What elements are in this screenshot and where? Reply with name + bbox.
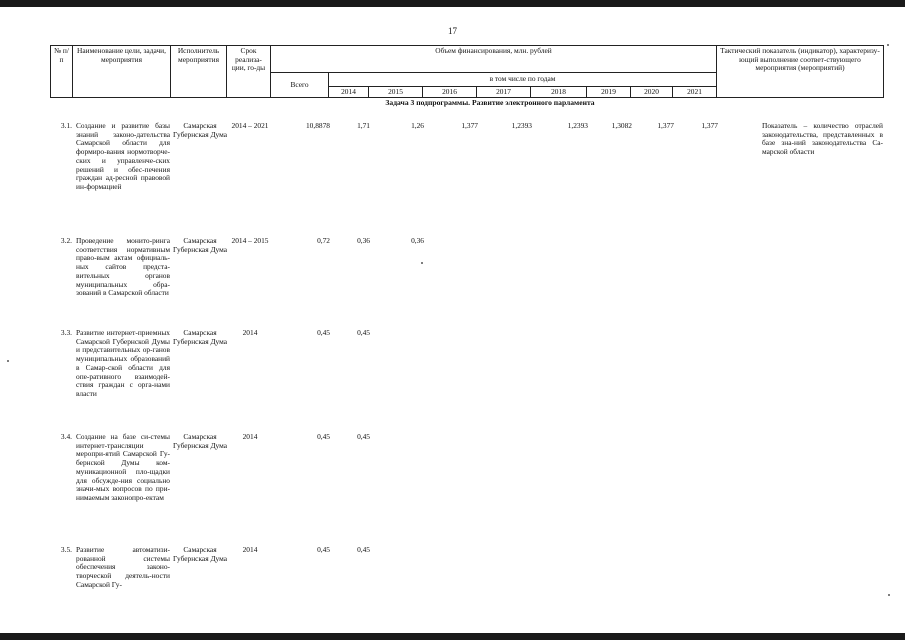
page-number: 17 <box>448 26 457 36</box>
value-2015: 1,26 <box>411 121 424 130</box>
header-year: 2016 <box>423 87 477 98</box>
value-2014: 0,45 <box>357 432 370 441</box>
scan-top-border <box>0 0 905 7</box>
header-year: 2015 <box>369 87 423 98</box>
total-value: 0,72 <box>317 236 330 245</box>
value-2016: 1,377 <box>461 121 478 130</box>
term: 2014 – 2015 <box>231 236 269 245</box>
table-header <box>50 45 884 98</box>
measure-name: Проведение монито-ринга соответствия нормативным право-вым актам официаль-ных сайтов предста-вительных органов муниципальных обра-зований в Самарской области <box>76 236 170 298</box>
value-2019: 1,3082 <box>611 121 632 130</box>
scan-bottom-border <box>0 633 905 640</box>
value-2017: 1,2393 <box>511 121 532 130</box>
scan-speck <box>421 262 423 264</box>
row-number: 3.4. <box>60 432 72 441</box>
value-2014: 1,71 <box>357 121 370 130</box>
executor: Самарская Губернская Дума <box>172 236 227 254</box>
value-2021: 1,377 <box>701 121 718 130</box>
header-year: 2019 <box>587 87 631 98</box>
total-value: 0,45 <box>317 545 330 554</box>
header-indicator: Тактический показатель (индикатор), характеризу-ющий выполнение соответ-ствующего мероприятия (мероприятий) <box>717 46 884 98</box>
executor: Самарская Губернская Дума <box>172 121 227 139</box>
header-year: 2014 <box>329 87 369 98</box>
header-term: Срок реализа-ции, го-ды <box>227 46 271 98</box>
scan-speck <box>888 594 890 596</box>
term: 2014 – 2021 <box>231 121 269 130</box>
header-executor: Исполнитель мероприятия <box>171 46 227 98</box>
executor: Самарская Губернская Дума <box>172 545 227 563</box>
row-number: 3.1. <box>60 121 72 130</box>
executor: Самарская Губернская Дума <box>172 432 227 450</box>
executor: Самарская Губернская Дума <box>172 328 227 346</box>
header-name: Наименование цели, задачи, мероприятия <box>73 46 171 98</box>
total-value: 0,45 <box>317 432 330 441</box>
header-by-years: в том числе по годам <box>329 73 717 87</box>
total-value: 10,8878 <box>305 121 330 130</box>
header-year: 2017 <box>477 87 531 98</box>
measure-name: Создание и развитие базы знаний законо-дательства Самарской области для формиро-вания нормотворче-ских и управленче-ских решений и обес-печения граждан ад-ресной правовой ин-формацией <box>76 121 170 192</box>
task-title: Задача 3 подпрограммы. Развитие электронного парламента <box>385 98 595 107</box>
term: 2014 <box>242 545 258 554</box>
measure-name: Создание на базе си-стемы интернет-трансляции меропри-ятий Самарской Гу-бернской Думы ком-муникационной пло-щадки для обсужде-ния социально значи-мых вопросов по при-нимаемым законопро-ектам <box>76 432 170 503</box>
indicator: Показатель – количество отраслей законодательства, представленных в базе зна-ний законодательства Са-марской области <box>762 121 883 157</box>
value-2015: 0,36 <box>411 236 424 245</box>
value-2020: 1,377 <box>657 121 674 130</box>
header-total: Всего <box>271 73 329 98</box>
header-year: 2020 <box>631 87 673 98</box>
scan-speck <box>7 360 9 362</box>
term: 2014 <box>242 328 258 337</box>
header-year: 2021 <box>673 87 717 98</box>
header-num: № п/п <box>51 46 73 98</box>
header-financing: Объем финансирования, млн. рублей <box>271 46 717 73</box>
header-year: 2018 <box>531 87 587 98</box>
scan-speck <box>887 44 889 46</box>
total-value: 0,45 <box>317 328 330 337</box>
measure-name: Развитие интернет-приемных Самарской Губернской Думы и представительных ор-ганов муниципальных образований в Самар-ской области для опе-ративного взаимодей-ствия граждан с орга-нами власти <box>76 328 170 399</box>
row-number: 3.2. <box>60 236 72 245</box>
value-2014: 0,36 <box>357 236 370 245</box>
row-number: 3.3. <box>60 328 72 337</box>
value-2018: 1,2393 <box>567 121 588 130</box>
measure-name: Развитие автоматизи-рованной системы обеспечения законо-творческой деятель-ности Самарской Гу- <box>76 545 170 589</box>
term: 2014 <box>242 432 258 441</box>
row-number: 3.5. <box>60 545 72 554</box>
value-2014: 0,45 <box>357 328 370 337</box>
value-2014: 0,45 <box>357 545 370 554</box>
